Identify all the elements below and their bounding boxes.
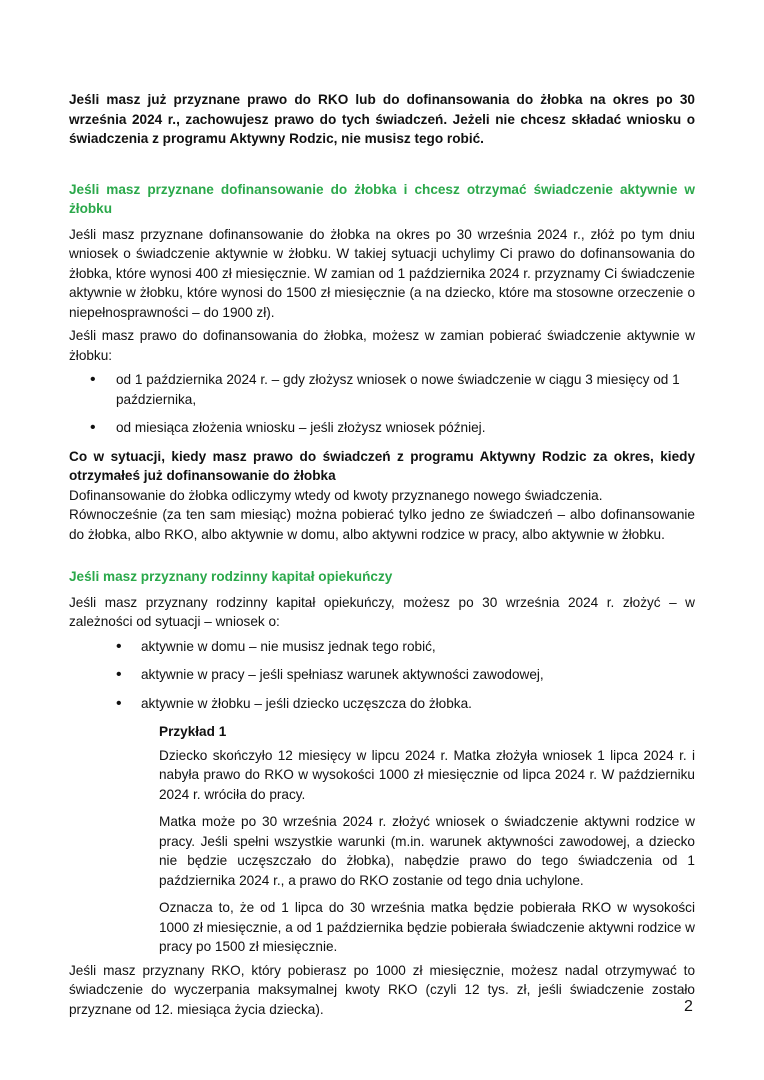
list-item: • od 1 października 2024 r. – gdy złożysz wniosek o nowe świadczenie w ciągu 3 miesięcy od 1 października, [69,370,695,409]
paragraph: Jeśli masz prawo do dofinansowania do żłobka, możesz w zamian pobierać świadczenie aktywnie w żłobku: [69,328,695,363]
paragraph: Dofinansowanie do żłobka odliczymy wtedy od kwoty przyznanego nowego świadczenia. [69,487,603,503]
section-heading-family-care-capital: Jeśli masz przyznany rodzinny kapitał opiekuńczy [69,569,393,584]
document-page [69,90,695,1019]
bullet-list [69,370,695,438]
example-paragraph: Oznacza to, że od 1 lipca do 30 września matka będzie pobierała RKO w wysokości 1000 zł miesięcznie, a od 1 października będzie pobierała świadczenie aktywni rodzice w pracy po 1500 zł miesięcznie. [159,900,695,954]
list-item: • od miesiąca złożenia wniosku – jeśli złożysz wniosek później. [69,418,695,438]
list-item: • aktywnie w pracy – jeśli spełniasz warunek aktywności zawodowej, [69,665,695,685]
example-box [159,722,695,957]
intro-paragraph: Jeśli masz już przyznane prawo do RKO lub do dofinansowania do żłobka na okres po 30 września 2024 r., zachowujesz prawo do tych świadczeń. Jeżeli nie chcesz składać wniosku o świadczenia z programu Aktywny Rodzic, nie musisz tego robić. [69,92,695,146]
subheading: Co w sytuacji, kiedy masz prawo do świadczeń z programu Aktywny Rodzic za okres, kiedy otrzymałeś już dofinansowanie do żłobka [69,448,695,483]
page-number: 2 [684,998,693,1015]
bullet-list [69,637,695,714]
list-item: • aktywnie w domu – nie musisz jednak tego robić, [69,637,695,657]
example-paragraph: Matka może po 30 września 2024 r. złożyć wniosek o świadczenie aktywni rodzice w pracy. Jeśli spełni wszystkie warunki (m.in. warunek aktywności zawodowej, a dziecko nie będzie uczęszczało do żłobka), nabędzie prawo do tego świadczenia od 1 października 2024 r., a prawo do RKO zostanie od tego dnia uchylone. [159,814,695,888]
paragraph: Jeśli masz przyznany rodzinny kapitał opiekuńczy, możesz po 30 września 2024 r. złożyć – w zależności od sytuacji – wniosek o: [69,594,695,629]
example-paragraph: Dziecko skończyło 12 miesięcy w lipcu 2024 r. Matka złożyła wniosek 1 lipca 2024 r. i nabyła prawo do RKO w wysokości 1000 zł miesięcznie od lipca 2024 r. W październiku 2024 r. wróciła do pracy. [159,747,695,802]
list-item: • aktywnie w żłobku – jeśli dziecko uczęszcza do żłobka. [69,694,695,714]
paragraph: Jeśli masz przyznane dofinansowanie do żłobka na okres po 30 września 2024 r., złóż po tym dniu wniosek o świadczenie aktywnie w żłobku. W takiej sytuacji uchylimy Ci prawo do dofinansowania do żłobka, które wynosi 400 zł miesięcznie. W zamian od 1 października 2024 r. przyznamy Ci świadczenie aktywnie w żłobku, które wynosi do 1500 zł miesięcznie (a na dziecko, które ma stosowne orzeczenie o niepełnosprawności – do 1900 zł). [69,226,695,320]
section-heading-nursery-funding: Jeśli masz przyznane dofinansowanie do żłobka i chcesz otrzymać świadczenie aktywnie w żłobku [69,181,695,216]
paragraph: Jeśli masz przyznany RKO, który pobierasz po 1000 zł miesięcznie, możesz nadal otrzymywać to świadczenie do wyczerpania maksymalnej kwoty RKO (czyli 12 tys. zł, jeśli świadczenie zostało przyznane od 12. miesiąca życia dziecka). [69,962,695,1017]
example-title: Przykład 1 [159,724,227,739]
paragraph: Równocześnie (za ten sam miesiąc) można pobierać tylko jedno ze świadczeń – albo dofinansowanie do żłobka, albo RKO, albo aktywnie w domu, albo aktywni rodzice w pracy, albo aktywnie w żłobku. [69,507,695,542]
